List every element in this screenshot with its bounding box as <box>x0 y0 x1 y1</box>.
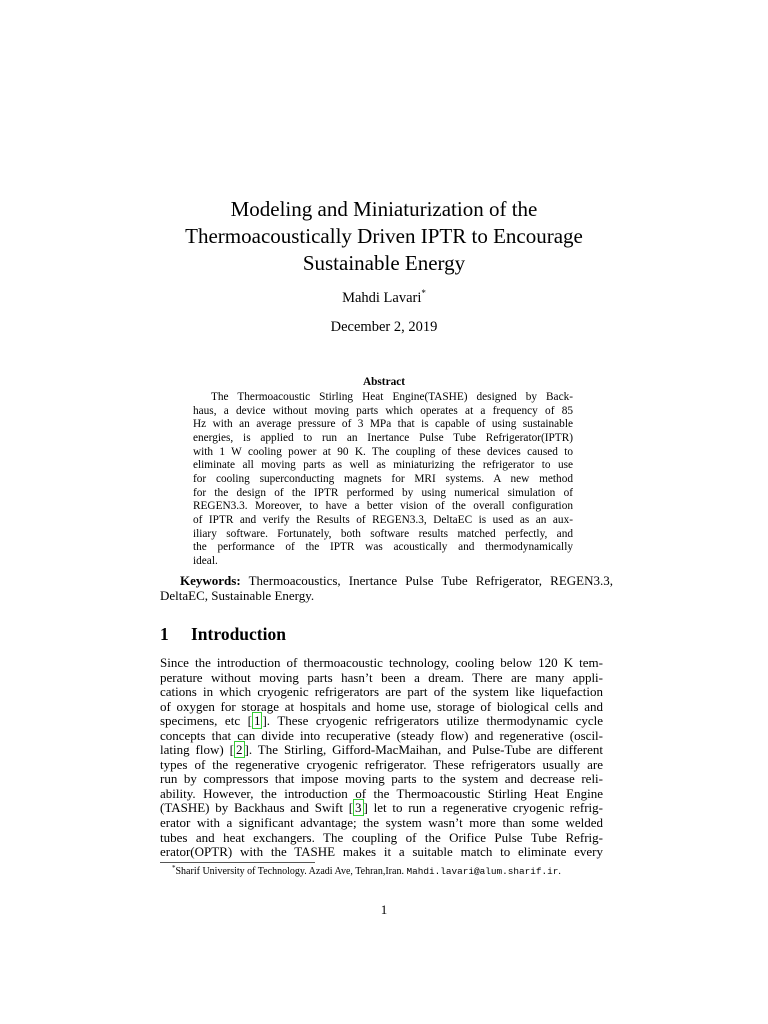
section-number: 1 <box>160 624 169 644</box>
keywords-text: Thermoacoustics, Inertance Pulse Tube Refrigerator, REGEN3.3, <box>248 573 613 588</box>
keywords-line: DeltaEC, Sustainable Energy. <box>160 587 315 603</box>
abstract-line: iliary software. Fortunately, both software results matched perfectly, and <box>193 527 573 540</box>
title-line: Thermoacoustically Driven IPTR to Encourage <box>185 224 583 248</box>
abstract-line: REGEN3.3. Moreover, to have a better vision of the overall configuration <box>193 500 573 513</box>
footnote <box>172 866 612 878</box>
body-line <box>160 714 603 729</box>
body-line: Since the introduction of thermoacoustic technology, cooling below 120 K tem- <box>160 655 603 670</box>
footnote-mark: * <box>172 864 176 872</box>
citation-link[interactable]: 3 <box>355 800 362 816</box>
body-text-segment: lating flow) [ <box>160 742 234 758</box>
body-line: cations in which cryogenic refrigerators are part of the system like liquefaction <box>160 684 603 700</box>
abstract-heading: Abstract <box>362 376 406 388</box>
abstract-line: haus, a device without moving parts which operates at a frequency of 85 <box>193 404 573 417</box>
paper-title <box>0 196 768 277</box>
author-name: Mahdi Lavari <box>342 290 422 306</box>
author-footnote-mark: * <box>421 288 426 298</box>
abstract-body <box>193 391 573 569</box>
abstract-line: for cooling superconducting magnets for MRI systems. A new method <box>193 473 573 486</box>
body-line: run by compressors that impose moving parts to the system and decrease reli- <box>160 771 603 787</box>
footnote-end: . <box>558 866 561 877</box>
abstract-line: of IPTR and verify the Results of REGEN3.3, DeltaEC is used as an aux- <box>193 514 573 527</box>
body-line: concepts that can divide into recuperative (steady flow) and regenerative (oscil- <box>160 727 603 743</box>
introduction-body <box>160 656 603 860</box>
keywords-label: Keywords: <box>180 573 241 588</box>
footnote-rule <box>160 862 315 863</box>
body-line: perature without moving parts hasn’t been a dream. There are many appli- <box>160 669 603 685</box>
keywords-line <box>160 574 613 589</box>
body-text-segment: ] let to run a regenerative cryogenic refrig- <box>363 800 603 816</box>
publication-date: December 2, 2019 <box>330 319 438 335</box>
body-text-segment: ]. These cryogenic refrigerators utilize thermodynamic cycle <box>262 713 603 729</box>
keywords <box>160 574 613 603</box>
body-line <box>160 801 603 816</box>
body-line: erator(OPTR) with the TASHE makes it a suitable match to eliminate every <box>160 844 603 860</box>
abstract-line: ideal. <box>193 555 218 568</box>
abstract-line: the performance of the IPTR was acoustically and thermodynamically <box>193 541 573 554</box>
page-number: 1 <box>380 902 388 917</box>
body-line <box>160 743 603 758</box>
citation-link[interactable]: 2 <box>236 742 243 758</box>
abstract-line: for the design of the IPTR performed by using numerical simulation of <box>193 486 573 499</box>
abstract-line: The Thermoacoustic Stirling Heat Engine(TASHE) designed by Back- <box>211 391 573 403</box>
body-text-segment: (TASHE) by Backhaus and Swift [ <box>160 800 354 816</box>
body-line: ability. However, the introduction of the Thermoacoustic Stirling Heat Engine <box>160 785 603 801</box>
footnote-email: Mahdi.lavari@alum.sharif.ir <box>406 866 559 877</box>
title-line: Modeling and Miniaturization of the <box>230 197 538 221</box>
body-line: tubes and heat exchangers. The coupling of the Orifice Pulse Tube Refrig- <box>160 829 603 845</box>
section-heading <box>160 623 603 645</box>
citation-link[interactable]: 1 <box>253 713 261 729</box>
abstract-line: energies, is applied to run an Inertance Pulse Tube Refrigerator(IPTR) <box>193 432 573 445</box>
abstract-line: with 1 W cooling power at 90 K. The coupling of these devices caused to <box>193 445 573 458</box>
title-line: Sustainable Energy <box>302 251 466 275</box>
author-block <box>0 289 768 307</box>
footnote-affiliation: Sharif University of Technology. Azadi Ave, Tehran,Iran. <box>175 866 404 877</box>
abstract-line: eliminate all moving parts as well as miniaturizing the refrigerator to use <box>193 459 573 472</box>
abstract-line: Hz with an average pressure of 3 MPa that is capable of using sustainable <box>193 418 573 431</box>
section-title: Introduction <box>191 624 286 644</box>
body-line: erator with a significant advantage; the system wasn’t more than some welded <box>160 815 603 831</box>
body-text-segment: ]. The Stirling, Gifford-MacMaihan, and Pulse-Tube are different <box>244 742 603 758</box>
body-text-segment: specimens, etc [ <box>160 713 252 729</box>
body-line: of oxygen for storage at hospitals and home use, storage of biological cells and <box>160 698 603 714</box>
body-line: types of the regenerative cryogenic refrigerator. These refrigerators usually are <box>160 756 603 772</box>
